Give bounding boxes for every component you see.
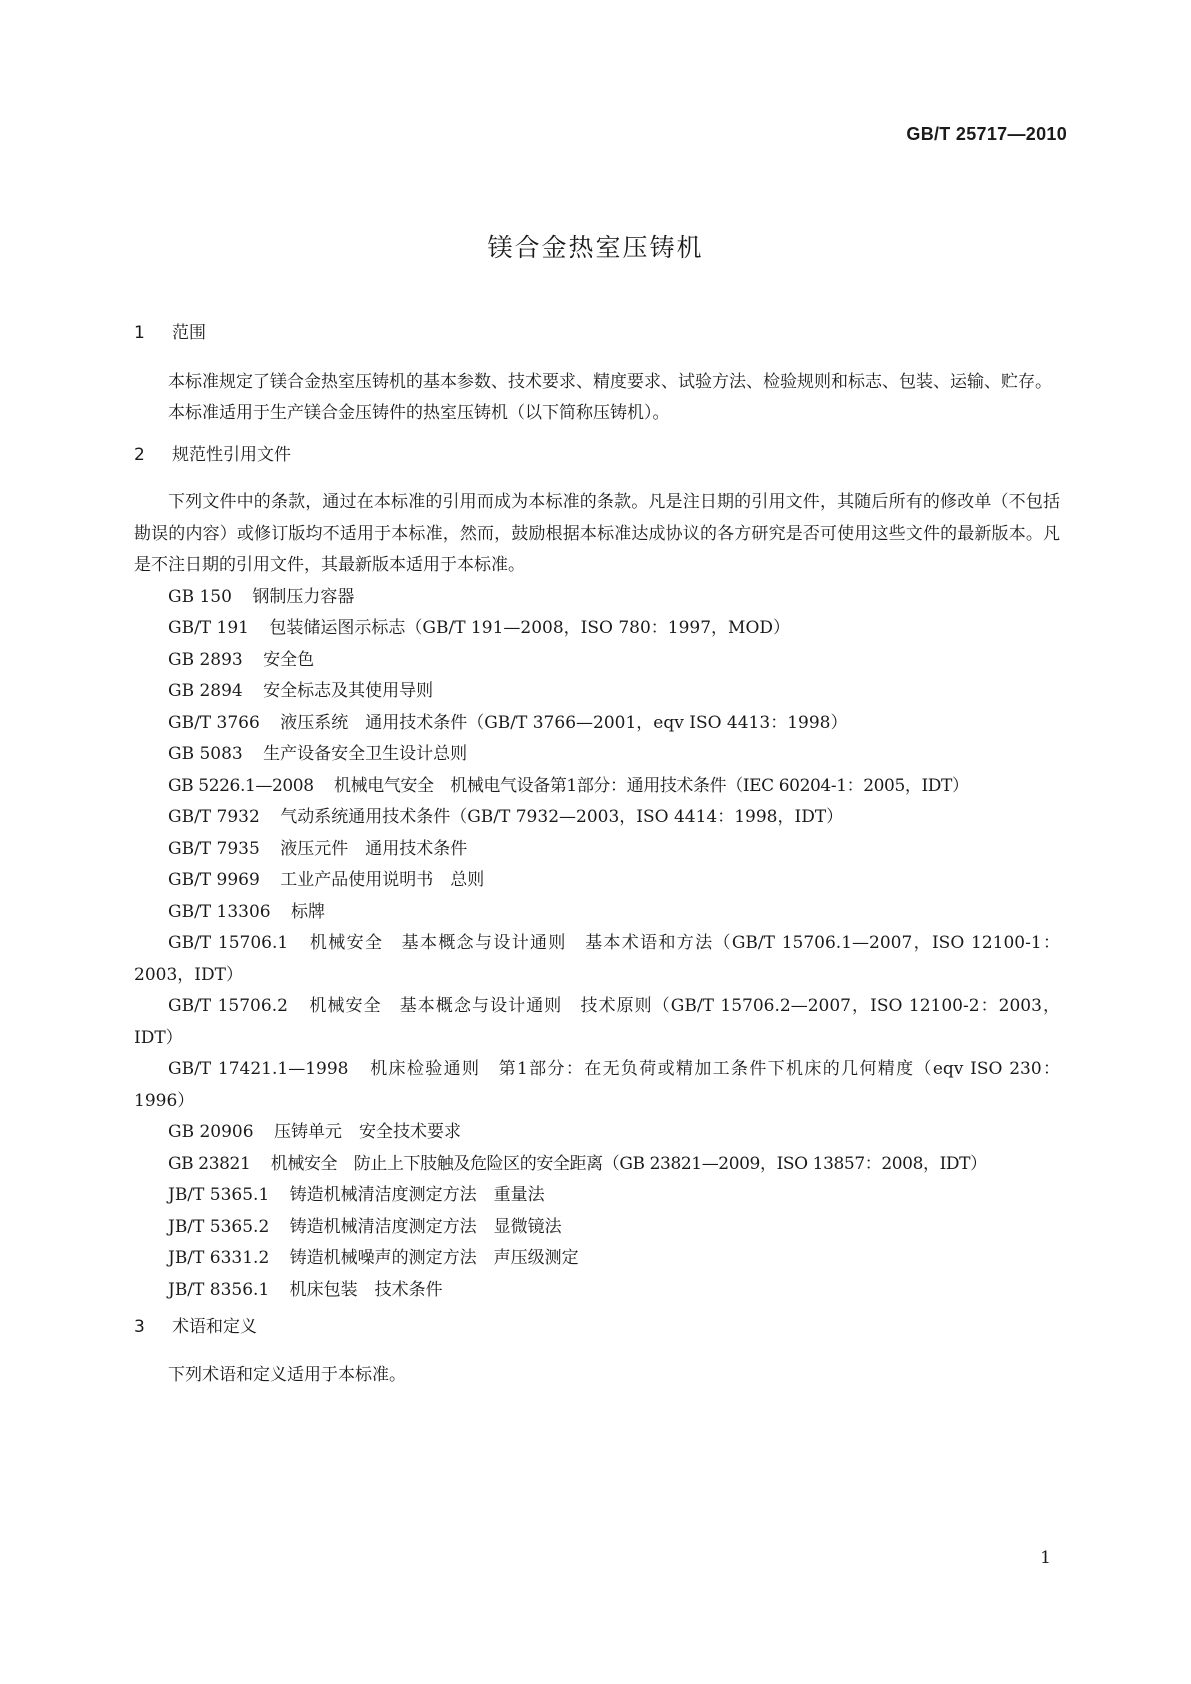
section-number: 3 (134, 1317, 145, 1337)
reference-code: GB 2894 (168, 681, 243, 701)
reference-code: JB/T 8356.1 (168, 1279, 270, 1300)
reference-title: 工业产品使用说明书 总则 (280, 870, 485, 890)
reference-code: GB/T 3766 (168, 712, 260, 733)
reference-title: 机械安全 基本概念与设计通则 基本术语和方法（GB/T 15706.1—2007，ISO 12100-1：2003，IDT） (134, 933, 1060, 985)
reference-code: JB/T 5365.2 (168, 1216, 270, 1237)
reference-item (134, 897, 1060, 929)
reference-item (134, 991, 1060, 1054)
section-heading-scope (134, 318, 1060, 350)
document-body (134, 318, 1060, 1391)
reference-item (134, 708, 1060, 740)
reference-item (134, 1117, 1060, 1149)
reference-item (134, 865, 1060, 897)
reference-code: GB/T 191 (168, 618, 249, 638)
section-title: 范围 (172, 323, 206, 343)
reference-title: 铸造机械清洁度测定方法 显微镜法 (289, 1216, 562, 1237)
reference-code: GB/T 7935 (168, 838, 260, 859)
reference-code: GB/T 15706.1 (168, 933, 289, 953)
reference-item (134, 928, 1060, 991)
references-intro-paragraph: 下列文件中的条款，通过在本标准的引用而成为本标准的条款。凡是注日期的引用文件，其随后所有的修改单（不包括勘误的内容）或修订版均不适用于本标准，然而，鼓励根据本标准达成协议的各方研究是否可使用这些文件的最新版本。凡是不注日期的引用文件，其最新版本适用于本标准。 (134, 492, 1060, 575)
reference-item (134, 739, 1060, 771)
reference-item (134, 645, 1060, 677)
reference-title: 机械电气安全 机械电气设备第1部分：通用技术条件（IEC 60204-1：2005，IDT） (334, 775, 969, 796)
reference-title: 安全标志及其使用导则 (263, 681, 434, 701)
reference-item (134, 613, 1060, 645)
reference-title: 钢制压力容器 (252, 586, 355, 607)
section-title: 术语和定义 (172, 1317, 257, 1337)
scope-paragraph: 本标准适用于生产镁合金压铸件的热室压铸机（以下简称压铸机）。 (168, 403, 670, 423)
reference-code: GB/T 17421.1—1998 (168, 1059, 349, 1079)
reference-code: GB 5226.1—2008 (168, 775, 314, 796)
reference-title: 标牌 (291, 901, 326, 922)
section-number: 1 (134, 323, 145, 343)
reference-title: 机械安全 基本概念与设计通则 技术原则（GB/T 15706.2—2007，ISO 12100-2：2003，IDT） (134, 996, 1060, 1048)
reference-title: 生产设备安全卫生设计总则 (263, 744, 468, 764)
reference-code: GB/T 9969 (168, 870, 260, 890)
reference-title: 机床包装 技术条件 (289, 1279, 443, 1300)
document-title: 镁合金热室压铸机 (487, 233, 704, 262)
reference-title: 铸造机械噪声的测定方法 声压级测定 (289, 1248, 579, 1268)
section-title: 规范性引用文件 (172, 444, 291, 465)
reference-code: GB/T 15706.2 (168, 996, 288, 1016)
page-number: 1 (1040, 1548, 1051, 1568)
reference-item (134, 1212, 1060, 1244)
reference-item (134, 1243, 1060, 1275)
reference-code: GB 23821 (168, 1153, 251, 1174)
reference-code: JB/T 6331.2 (168, 1248, 270, 1268)
section-heading-normative-references (134, 440, 1060, 472)
reference-code: GB 20906 (168, 1122, 254, 1142)
reference-title: 液压系统 通用技术条件（GB/T 3766—2001，eqv ISO 4413：1998） (280, 712, 848, 733)
reference-item (134, 1180, 1060, 1212)
reference-code: GB/T 7932 (168, 807, 260, 827)
standard-number: GB/T 25717—2010 (906, 124, 1067, 144)
terms-intro-paragraph: 下列术语和定义适用于本标准。 (168, 1364, 406, 1385)
reference-title: 包装储运图示标志（GB/T 191—2008，ISO 780：1997，MOD） (269, 618, 791, 638)
section-number: 2 (134, 444, 145, 465)
reference-item (134, 1054, 1060, 1117)
reference-title: 机械安全 防止上下肢触及危险区的安全距离（GB 23821—2009，ISO 13857：2008，IDT） (270, 1153, 987, 1174)
reference-code: GB/T 13306 (168, 901, 271, 922)
reference-title: 液压元件 通用技术条件 (280, 838, 468, 859)
reference-title: 机床检验通则 第1部分：在无负荷或精加工条件下机床的几何精度（eqv ISO 230：1996） (134, 1059, 1061, 1111)
reference-item (134, 771, 1060, 803)
reference-list (134, 582, 1060, 1307)
reference-item (134, 582, 1060, 614)
reference-title: 安全色 (263, 649, 315, 670)
reference-item (134, 1149, 1060, 1181)
reference-item (134, 802, 1060, 834)
reference-title: 气动系统通用技术条件（GB/T 7932—2003，ISO 4414：1998，IDT） (280, 807, 844, 827)
reference-code: GB 2893 (168, 649, 243, 670)
reference-item (134, 1275, 1060, 1307)
reference-code: GB 150 (168, 586, 232, 607)
reference-title: 铸造机械清洁度测定方法 重量法 (289, 1185, 545, 1205)
section-heading-terms-and-definitions (134, 1312, 1060, 1344)
reference-title: 压铸单元 安全技术要求 (273, 1122, 461, 1142)
reference-code: JB/T 5365.1 (168, 1185, 270, 1205)
reference-item (134, 834, 1060, 866)
reference-item (134, 676, 1060, 708)
reference-code: GB 5083 (168, 744, 243, 764)
scope-paragraph: 本标准规定了镁合金热室压铸机的基本参数、技术要求、精度要求、试验方法、检验规则和标志、包装、运输、贮存。 (168, 371, 1052, 392)
